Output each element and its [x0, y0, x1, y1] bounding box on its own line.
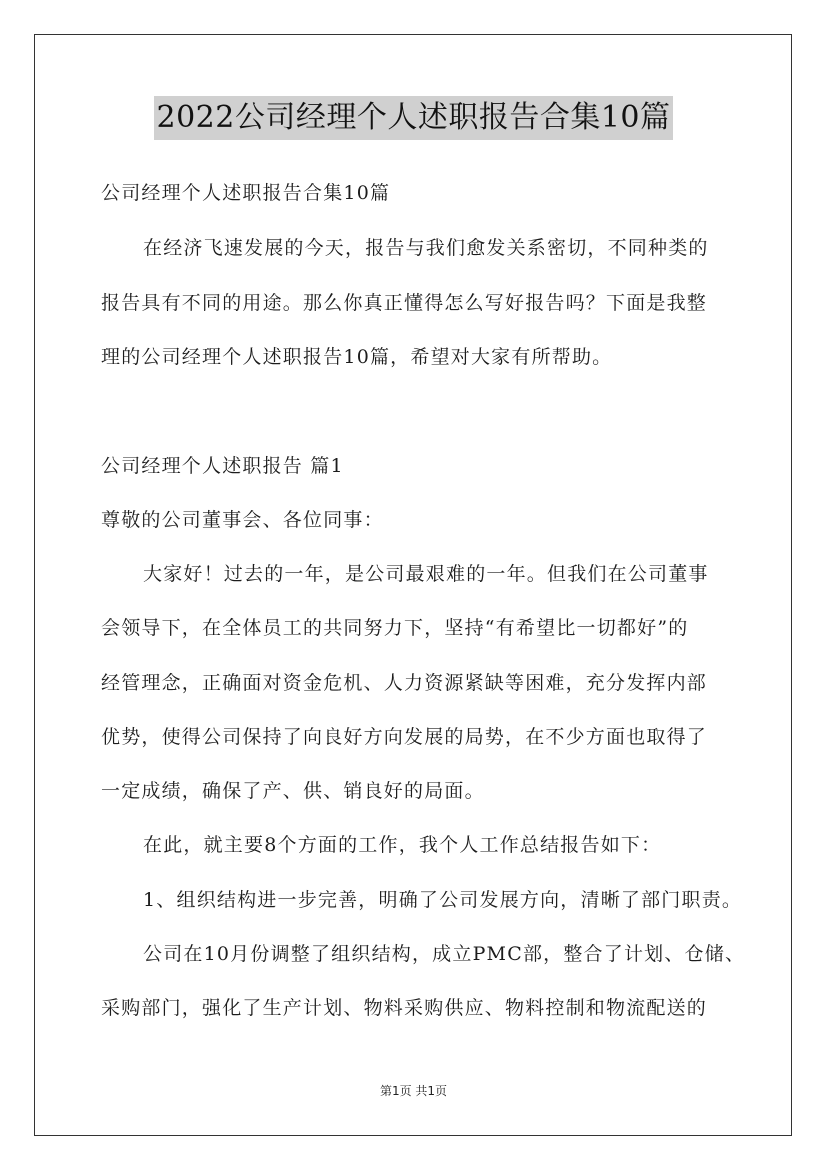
- document-subtitle: 公司经理个人述职报告合集10篇: [101, 182, 391, 204]
- title-container: [0, 96, 827, 140]
- paragraph2-line: 在此，就主要8个方面的工作，我个人工作总结报告如下：: [143, 834, 662, 856]
- page-footer: 第1页 共1页: [379, 1084, 448, 1098]
- paragraph1-line-2: 会领导下，在全体员工的共同努力下，坚持“有希望比一切都好”的: [101, 617, 689, 639]
- salutation: 尊敬的公司董事会、各位同事：: [101, 509, 384, 531]
- intro-line-1: 在经济飞速发展的今天，报告与我们愈发关系密切，不同种类的: [143, 237, 709, 259]
- paragraph1-line-5: 一定成绩，确保了产、供、销良好的局面。: [101, 780, 485, 802]
- paragraph1-line-1: 大家好！过去的一年，是公司最艰难的一年。但我们在公司董事: [143, 563, 709, 585]
- list-item-1: 1、组织结构进一步完善，明确了公司发展方向，清晰了部门职责。: [143, 889, 743, 911]
- paragraph1-line-4: 优势，使得公司保持了向良好方向发展的局势，在不少方面也取得了: [101, 726, 708, 748]
- intro-line-2: 报告具有不同的用途。那么你真正懂得怎么写好报告吗？下面是我整: [101, 292, 708, 314]
- paragraph3-line-1: 公司在10月份调整了组织结构，成立PMC部，整合了计划、仓储、: [143, 943, 746, 965]
- paragraph1-line-3: 经管理念，正确面对资金危机、人力资源紧缺等困难，充分发挥内部: [101, 672, 708, 694]
- section-heading: 公司经理个人述职报告 篇1: [101, 455, 344, 477]
- document-title: 2022公司经理个人述职报告合集10篇: [154, 96, 672, 140]
- paragraph3-line-2: 采购部门，强化了生产计划、物料采购供应、物料控制和物流配送的: [101, 997, 708, 1019]
- intro-line-3: 理的公司经理个人述职报告10篇，希望对大家有所帮助。: [101, 346, 613, 368]
